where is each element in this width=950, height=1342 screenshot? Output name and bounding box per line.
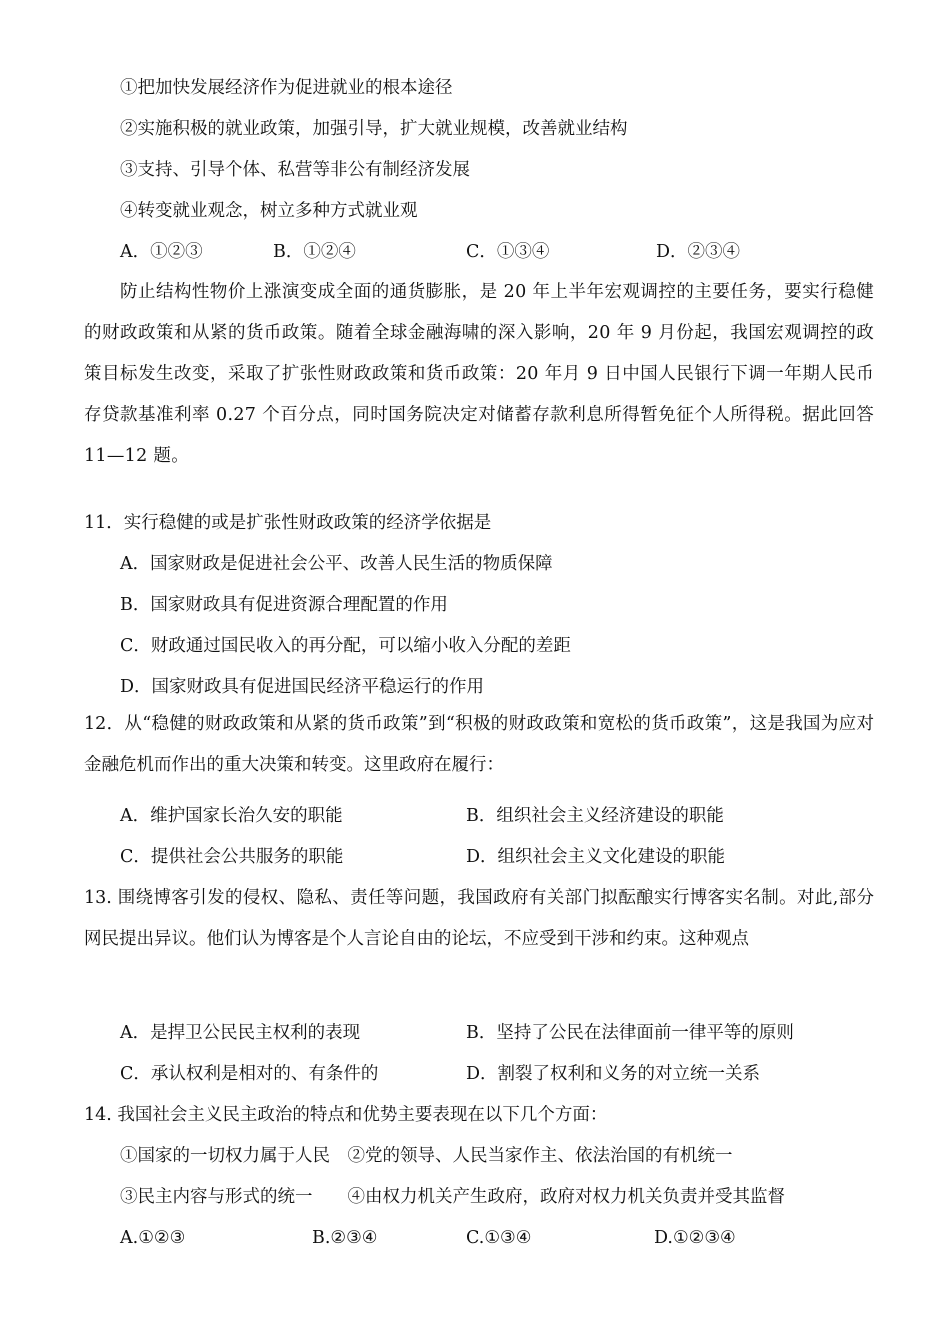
q10-option-a: A．①②③ xyxy=(120,242,203,262)
q12-option-d: D．组织社会主义文化建设的职能 xyxy=(466,847,726,867)
q12-option-b: B．组织社会主义经济建设的职能 xyxy=(466,806,724,826)
q11-option-b: B．国家财政具有促进资源合理配置的作用 xyxy=(120,595,448,615)
q13-option-c: C．承认权利是相对的、有条件的 xyxy=(120,1064,379,1084)
q11-stem: 11．实行稳健的或是扩张性财政政策的经济学依据是 xyxy=(84,513,492,533)
q10-option-b: B．①②④ xyxy=(273,242,356,262)
q14-items-row-2: ③民主内容与形式的统一 ④由权力机关产生政府，政府对权力机关负责并受其监督 xyxy=(120,1187,785,1207)
q11-option-a: A．国家财政是促进社会公平、改善人民生活的物质保障 xyxy=(120,554,553,574)
q11-option-d: D．国家财政具有促进国民经济平稳运行的作用 xyxy=(120,677,485,697)
q13-option-a: A．是捍卫公民民主权利的表现 xyxy=(120,1023,361,1043)
q14-option-c: C.①③④ xyxy=(466,1228,532,1248)
q12-stem: 12．从“稳健的财政政策和从紧的货币政策”到“积极的财政政策和宽松的货币政策”，这是我国为应对金融危机而作出的重大决策和转变。这里政府在履行： xyxy=(84,714,874,775)
q10-option-d: D．②③④ xyxy=(656,242,741,262)
q14-option-a: A.①②③ xyxy=(120,1228,186,1248)
q14-items-row-1: ①国家的一切权力属于人民 ②党的领导、人民当家作主、依法治国的有机统一 xyxy=(120,1146,733,1166)
q13-option-d: D．割裂了权利和义务的对立统一关系 xyxy=(466,1064,761,1084)
q13-stem: 13. 围绕博客引发的侵权、隐私、责任等问题，我国政府有关部门拟酝酿实行博客实名制。对此,部分网民提出异议。他们认为博客是个人言论自由的论坛，不应受到干涉和约束。这种观点 xyxy=(84,888,874,949)
q13-option-b: B．坚持了公民在法律面前一律平等的原则 xyxy=(466,1023,794,1043)
q10-item-3: ③支持、引导个体、私营等非公有制经济发展 xyxy=(120,160,470,180)
material-paragraph: 防止结构性物价上涨演变成全面的通货膨胀，是 20 年上半年宏观调控的主要任务，要实行稳健的财政政策和从紧的货币政策。随着全球金融海啸的深入影响，20 年 9 月份起，我国宏观调控的政策目标发生改变，采取了扩张性财政政策和货币政策：20 年月 9 日中国人民银行下调一年期人民币存贷款基准利率 0.27 个百分点，同时国务院决定对储蓄存款利息所得暂免征个人所得税。据此回答 11—12 题。 xyxy=(84,282,874,466)
q14-option-d: D.①②③④ xyxy=(654,1228,736,1248)
q10-item-1: ①把加快发展经济作为促进就业的根本途径 xyxy=(120,78,453,98)
q14-option-b: B.②③④ xyxy=(312,1228,378,1248)
q10-option-c: C．①③④ xyxy=(466,242,550,262)
q14-stem: 14. 我国社会主义民主政治的特点和优势主要表现在以下几个方面： xyxy=(84,1105,608,1125)
q12-option-c: C．提供社会公共服务的职能 xyxy=(120,847,344,867)
q12-option-a: A．维护国家长治久安的职能 xyxy=(120,806,343,826)
q10-item-2: ②实施积极的就业政策，加强引导，扩大就业规模，改善就业结构 xyxy=(120,119,628,139)
q10-item-4: ④转变就业观念，树立多种方式就业观 xyxy=(120,201,418,221)
q11-option-c: C．财政通过国民收入的再分配，可以缩小收入分配的差距 xyxy=(120,636,571,656)
